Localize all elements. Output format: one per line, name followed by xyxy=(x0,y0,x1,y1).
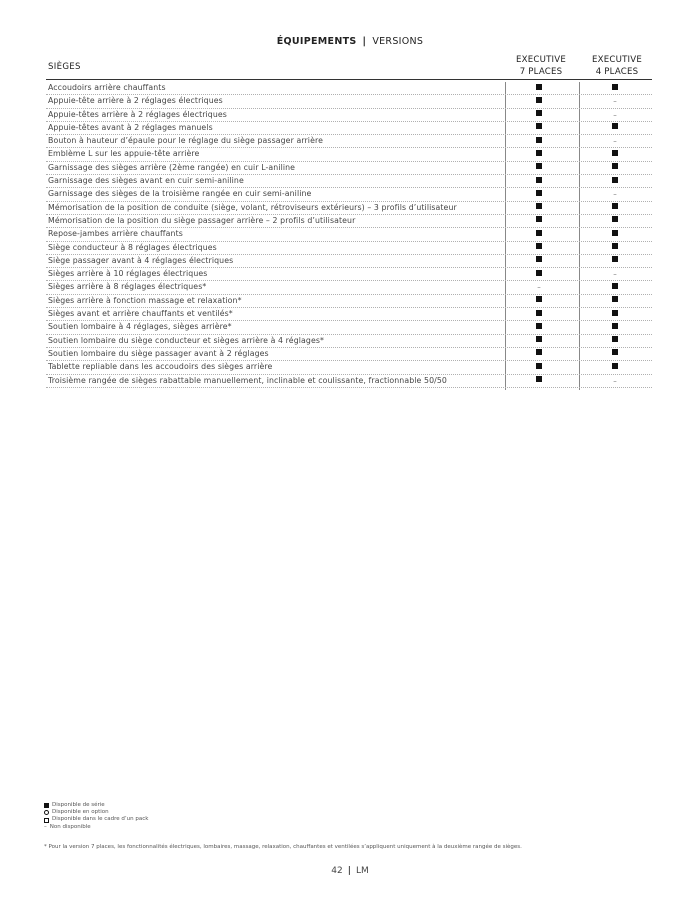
legend-item xyxy=(44,802,148,809)
standard-square-icon xyxy=(612,150,618,156)
cell-executive-7 xyxy=(506,295,572,307)
standard-square-icon xyxy=(612,296,618,302)
standard-square-icon xyxy=(536,296,542,302)
cell-executive-7 xyxy=(506,268,572,280)
cell-executive-4 xyxy=(582,109,648,121)
standard-square-icon xyxy=(612,123,618,129)
cell-executive-4 xyxy=(582,175,648,187)
row-label: Sièges arrière à fonction massage et relaxation* xyxy=(48,295,242,305)
row-label: Repose-jambes arrière chauffants xyxy=(48,229,183,239)
cell-executive-7 xyxy=(506,375,572,387)
cell-executive-7 xyxy=(506,188,572,200)
row-label: Appuie-têtes avant à 2 réglages manuels xyxy=(48,122,213,132)
section-title: SIÈGES xyxy=(48,62,81,72)
row-label: Emblème L sur les appuie-tête arrière xyxy=(48,149,200,159)
standard-square-icon xyxy=(612,256,618,262)
table-row xyxy=(46,308,652,321)
not-available-dash: – xyxy=(613,270,617,279)
circle-square-icon xyxy=(44,810,49,815)
standard-square-icon xyxy=(536,256,542,262)
table-row xyxy=(46,82,652,95)
standard-square-icon xyxy=(536,123,542,129)
standard-square-icon xyxy=(612,283,618,289)
table-row xyxy=(46,361,652,374)
standard-square-icon xyxy=(536,323,542,329)
row-label: Bouton à hauteur d’épaule pour le réglage du siège passager arrière xyxy=(48,136,323,146)
header-subtitle: VERSIONS xyxy=(372,36,424,47)
cell-executive-4 xyxy=(582,308,648,320)
standard-square-icon xyxy=(536,137,542,143)
cell-executive-7 xyxy=(506,82,572,94)
cell-executive-7 xyxy=(506,202,572,214)
standard-square-icon xyxy=(612,84,618,90)
standard-square-icon xyxy=(536,230,542,236)
cell-executive-4 xyxy=(582,335,648,347)
cell-executive-4 xyxy=(582,295,648,307)
not-available-dash: – xyxy=(613,110,617,119)
table-row xyxy=(46,148,652,161)
legend-text: Disponible en option xyxy=(52,809,109,816)
cell-executive-4 xyxy=(582,202,648,214)
standard-square-icon xyxy=(612,163,618,169)
row-label: Mémorisation de la position de conduite (siège, volant, rétroviseurs extérieurs) – 3 profils d’utilisateur xyxy=(48,202,457,212)
standard-square-icon xyxy=(536,110,542,116)
standard-square-icon xyxy=(612,363,618,369)
standard-square-icon xyxy=(612,349,618,355)
cell-executive-7 xyxy=(506,135,572,147)
cell-executive-7 xyxy=(506,175,572,187)
column-header-executive-4 xyxy=(582,54,652,78)
page-header xyxy=(0,36,700,47)
cell-executive-7 xyxy=(506,228,572,240)
standard-square-icon xyxy=(612,230,618,236)
cell-executive-4 xyxy=(582,361,648,373)
cell-executive-4 xyxy=(582,255,648,267)
table-row xyxy=(46,162,652,175)
cell-executive-4 xyxy=(582,228,648,240)
cell-executive-7 xyxy=(506,308,572,320)
header-rule xyxy=(46,79,652,80)
cell-executive-4 xyxy=(582,281,648,293)
row-label: Siège conducteur à 8 réglages électriques xyxy=(48,242,217,252)
column-header-line1: EXECUTIVE xyxy=(592,55,642,65)
standard-square-icon xyxy=(536,243,542,249)
column-header-line2: 7 PLACES xyxy=(519,67,563,77)
page-number: 42 xyxy=(331,866,343,876)
header-title: ÉQUIPEMENTS xyxy=(276,36,357,47)
standard-square-icon xyxy=(536,163,542,169)
equipment-table xyxy=(46,82,652,388)
header-separator: | xyxy=(362,36,367,47)
standard-square-icon xyxy=(536,376,542,382)
row-label: Appuie-tête arrière à 2 réglages électriques xyxy=(48,96,223,106)
row-label: Sièges arrière à 10 réglages électriques xyxy=(48,269,208,279)
cell-executive-7 xyxy=(506,122,572,134)
cell-executive-7 xyxy=(506,162,572,174)
row-label: Garnissage des sièges arrière (2ème rangée) en cuir L-aniline xyxy=(48,162,296,172)
cell-executive-4 xyxy=(582,148,648,160)
not-available-dash: – xyxy=(613,190,617,199)
cell-executive-7 xyxy=(506,321,572,333)
cell-executive-7 xyxy=(506,281,572,293)
row-label: Troisième rangée de sièges rabattable manuellement, inclinable et coulissante, fractionnable 50/50 xyxy=(48,375,447,385)
row-label: Soutien lombaire à 4 réglages, sièges arrière* xyxy=(48,322,232,332)
table-row xyxy=(46,321,652,334)
table-row xyxy=(46,215,652,228)
standard-square-icon xyxy=(536,363,542,369)
table-row xyxy=(46,135,652,148)
row-label: Mémorisation de la position du siège passager arrière – 2 profils d’utilisateur xyxy=(48,215,356,225)
row-label: Garnissage des sièges de la troisième rangée en cuir semi-aniline xyxy=(48,189,312,199)
cell-executive-7 xyxy=(506,255,572,267)
not-available-dash: – xyxy=(613,376,617,385)
footnote: * Pour la version 7 places, les fonctionnalités électriques, lombaires, massage, relaxation, chauffantes et ventilées s’appliquent uniquement à la deuxième rangée de sièges. xyxy=(44,844,522,850)
standard-square-icon xyxy=(612,243,618,249)
column-header-line2: 4 PLACES xyxy=(595,67,639,77)
row-label: Siège passager avant à 4 réglages électriques xyxy=(48,255,234,265)
legend-text: Disponible de série xyxy=(52,802,105,808)
standard-square-icon xyxy=(612,216,618,222)
not-available-dash: – xyxy=(613,137,617,146)
page-model: LM xyxy=(355,866,369,876)
legend xyxy=(44,802,148,831)
standard-square-icon xyxy=(536,190,542,196)
standard-square-icon xyxy=(612,203,618,209)
standard-square-icon xyxy=(612,336,618,342)
table-row xyxy=(46,242,652,255)
cell-executive-7 xyxy=(506,348,572,360)
standard-square-icon xyxy=(536,84,542,90)
cell-executive-4 xyxy=(582,242,648,254)
cell-executive-7 xyxy=(506,361,572,373)
standard-square-icon xyxy=(536,310,542,316)
legend-text: Disponible dans le cadre d’un pack xyxy=(52,816,149,823)
cell-executive-4 xyxy=(582,135,648,147)
standard-square-icon xyxy=(536,177,542,183)
cell-executive-4 xyxy=(582,162,648,174)
standard-square-icon xyxy=(536,97,542,103)
cell-executive-4 xyxy=(582,95,648,107)
table-row xyxy=(46,348,652,361)
standard-square-icon xyxy=(612,323,618,329)
cell-executive-4 xyxy=(582,122,648,134)
page-footer xyxy=(0,866,700,876)
row-label: Garnissage des sièges avant en cuir semi-aniline xyxy=(48,176,244,186)
column-header-executive-7 xyxy=(506,54,576,78)
legend-item xyxy=(44,824,148,831)
cell-executive-4 xyxy=(582,188,648,200)
legend-item xyxy=(44,816,148,823)
row-label: Soutien lombaire du siège conducteur et sièges arrière à 4 réglages* xyxy=(48,335,325,345)
table-row xyxy=(46,268,652,281)
standard-square-icon xyxy=(536,349,542,355)
column-header-line1: EXECUTIVE xyxy=(516,55,566,65)
cell-executive-4 xyxy=(582,321,648,333)
cell-executive-4 xyxy=(582,268,648,280)
box-square-icon xyxy=(44,818,49,823)
solid-square-icon xyxy=(44,803,49,808)
row-label: Soutien lombaire du siège passager avant à 2 réglages xyxy=(48,348,269,358)
table-row xyxy=(46,95,652,108)
cell-executive-4 xyxy=(582,375,648,387)
dash-icon: – xyxy=(44,823,47,830)
cell-executive-4 xyxy=(582,348,648,360)
table-row xyxy=(46,175,652,188)
table-row xyxy=(46,122,652,135)
standard-square-icon xyxy=(612,177,618,183)
table-row xyxy=(46,375,652,388)
cell-executive-4 xyxy=(582,82,648,94)
standard-square-icon xyxy=(536,150,542,156)
cell-executive-7 xyxy=(506,335,572,347)
table-row xyxy=(46,295,652,308)
cell-executive-4 xyxy=(582,215,648,227)
table-row xyxy=(46,109,652,122)
row-label: Tablette repliable dans les accoudoirs des sièges arrière xyxy=(48,362,273,372)
standard-square-icon xyxy=(536,203,542,209)
standard-square-icon xyxy=(536,270,542,276)
cell-executive-7 xyxy=(506,109,572,121)
standard-square-icon xyxy=(536,336,542,342)
row-label: Accoudoirs arrière chauffants xyxy=(48,83,166,92)
table-row xyxy=(46,188,652,201)
not-available-dash: – xyxy=(537,283,541,292)
table-row xyxy=(46,281,652,294)
standard-square-icon xyxy=(536,216,542,222)
table-row xyxy=(46,228,652,241)
table-row xyxy=(46,255,652,268)
legend-item xyxy=(44,809,148,816)
row-label: Sièges avant et arrière chauffants et ventilés* xyxy=(48,309,233,319)
table-row xyxy=(46,335,652,348)
cell-executive-7 xyxy=(506,95,572,107)
cell-executive-7 xyxy=(506,242,572,254)
standard-square-icon xyxy=(612,310,618,316)
cell-executive-7 xyxy=(506,148,572,160)
row-label: Appuie-têtes arrière à 2 réglages électriques xyxy=(48,109,227,119)
table-row xyxy=(46,202,652,215)
row-label: Sièges arrière à 8 réglages électriques* xyxy=(48,282,207,292)
page-separator: | xyxy=(347,866,351,876)
not-available-dash: – xyxy=(613,97,617,106)
legend-text: Non disponible xyxy=(49,823,91,830)
cell-executive-7 xyxy=(506,215,572,227)
